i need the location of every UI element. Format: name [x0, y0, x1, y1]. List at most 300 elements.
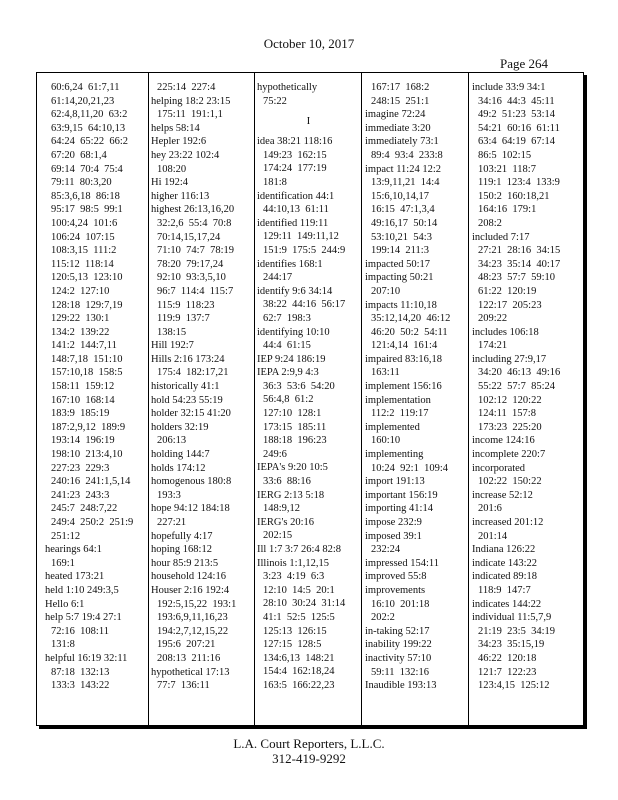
page-line-refs: 100:4,24 101:6 [51, 217, 118, 229]
index-term: implementation [365, 394, 431, 406]
page-line-refs: 53:10,21 54:3 [371, 231, 432, 243]
index-entry [365, 108, 468, 122]
index-term: increased 201:12 [472, 517, 544, 528]
page-line-refs: 225:14 227:4 [157, 82, 216, 93]
index-entry [365, 353, 468, 380]
index-entry [472, 570, 575, 597]
index-entry [151, 462, 254, 476]
index-term: incorporated [472, 462, 526, 474]
index-term: IEPA 2:9,9 4:3 [257, 367, 319, 379]
page-line-refs: 151:9 175:5 244:9 [263, 244, 346, 256]
page-line-refs: 134:2 139:22 [51, 326, 110, 338]
page-line-refs: 34:23 35:14 40:17 [478, 258, 561, 270]
index-entry [472, 462, 575, 489]
page-line-refs: 62:7 198:3 [263, 312, 311, 324]
page-line-refs: 154:4 162:18,24 [263, 666, 335, 678]
page-line-refs: 128:18 129:7,19 [51, 299, 123, 311]
index-term: hoping 168:12 [151, 544, 212, 556]
page-line-refs: 61:14,20,21,23 [51, 95, 115, 107]
page-line-refs: 35:12,14,20 46:12 [371, 313, 451, 325]
index-entry [151, 176, 254, 190]
index-entry [472, 611, 575, 693]
page-line-refs: 103:21 118:7 [478, 163, 536, 175]
index-entry [257, 135, 360, 189]
page-line-refs: 124:11 157:8 [478, 408, 536, 420]
page-line-refs: 63:4 64:19 67:14 [478, 136, 556, 148]
index-entry [151, 407, 254, 421]
index-term: higher 116:13 [151, 190, 210, 202]
page-line-refs: 21:19 23:5 34:19 [478, 625, 556, 637]
page-line-refs: 169:1 [51, 557, 75, 569]
index-term: holding 144:7 [151, 449, 210, 461]
index-entry [472, 81, 575, 231]
page-line-refs: 71:10 74:7 78:19 [157, 245, 235, 257]
index-letter-heading [257, 108, 360, 135]
index-term: in-taking 52:17 [365, 625, 430, 637]
page-line-refs: 141:2 144:7,11 [51, 340, 117, 352]
page-line-refs: 129:11 149:11,12 [263, 231, 339, 243]
index-column-2 [151, 81, 254, 693]
page-line-refs: 63:9,15 64:10,13 [51, 122, 126, 134]
index-term: individual 11:5,7,9 [472, 612, 552, 624]
page-line-refs: 227:21 [157, 517, 187, 528]
page-line-refs: 244:17 [263, 272, 293, 284]
hearing-date: October 10, 2017 [263, 36, 355, 51]
index-entry [365, 625, 468, 639]
index-entry [151, 380, 254, 394]
index-term: holder 32:15 41:20 [151, 408, 231, 420]
page-line-refs: 112:2 119:17 [371, 408, 429, 420]
index-term: immediately 73:1 [365, 136, 439, 148]
index-term: identified 119:11 [257, 217, 329, 229]
index-entry [365, 557, 468, 571]
index-term: impaired 83:16,18 [365, 353, 442, 365]
index-entry [151, 203, 254, 339]
page-line-refs: 160:10 [371, 435, 401, 447]
index-entry [472, 326, 575, 353]
page-line-refs: 36:3 53:6 54:20 [263, 380, 335, 392]
index-term: heated 173:21 [45, 571, 105, 583]
page-line-refs: 102:12 120:22 [478, 394, 542, 406]
index-entry [151, 122, 254, 136]
page-line-refs: 46:20 50:2 54:11 [371, 326, 448, 338]
index-term: improvements [365, 584, 426, 596]
index-term: included 7:17 [472, 231, 530, 243]
page-line-refs: 206:13 [157, 435, 187, 447]
index-term: Houser 2:16 192:4 [151, 584, 230, 596]
page-line-refs: 241:23 243:3 [51, 489, 110, 501]
index-column-3 [257, 81, 360, 693]
page-line-refs: 148:9,12 [263, 503, 301, 515]
index-term: imposed 39:1 [365, 530, 422, 542]
page-line-refs: 201:6 [478, 503, 502, 515]
page-line-refs: 16:10 201:18 [371, 598, 430, 610]
index-entry [472, 557, 575, 571]
page-line-refs: 89:4 93:4 233:8 [371, 149, 443, 161]
page-line-refs: 32:2,6 55:4 70:8 [157, 217, 232, 229]
column-divider [468, 73, 469, 725]
index-term: includes 106:18 [472, 326, 539, 338]
index-entry [365, 163, 468, 258]
index-entry [472, 516, 575, 543]
index-entry [151, 81, 254, 95]
index-term: Hello 6:1 [45, 598, 85, 610]
page-line-refs: 227:23 229:3 [51, 462, 110, 474]
index-entry [365, 394, 468, 421]
page-line-refs: 181:8 [263, 176, 287, 188]
index-term: highest 26:13,16,20 [151, 204, 235, 216]
page-line-refs: 108:20 [157, 163, 187, 175]
index-column-1 [45, 81, 148, 693]
page-line-refs: 56:4,8 61:2 [263, 394, 314, 406]
page-line-refs: 10:24 92:1 109:4 [371, 462, 449, 474]
index-term: indicate 143:22 [472, 557, 538, 569]
page-line-refs: 34:16 44:3 45:11 [478, 95, 555, 107]
page-line-refs: 115:9 118:23 [157, 299, 215, 311]
page-line-refs: 125:13 126:15 [263, 625, 327, 637]
index-term: implement 156:16 [365, 381, 442, 393]
index-term: IERG 2:13 5:18 [257, 489, 325, 501]
index-column-5 [472, 81, 575, 693]
index-term: importing 41:14 [365, 503, 433, 515]
page-line-refs: 92:10 93:3,5,10 [157, 272, 226, 284]
index-entry [365, 271, 468, 298]
page-line-refs: 193:14 196:19 [51, 435, 115, 447]
page-line-refs: 75:22 [263, 95, 287, 107]
index-term: identify 9:6 34:14 [257, 285, 333, 297]
page-line-refs: 138:15 [157, 326, 187, 338]
index-entry [365, 421, 468, 448]
page-line-refs: 3:23 4:19 6:3 [263, 571, 325, 583]
page-line-refs: 175:4 182:17,21 [157, 367, 229, 379]
page-line-refs: 119:9 137:7 [157, 313, 210, 325]
index-entry [151, 666, 254, 693]
page-line-refs: 163:5 166:22,23 [263, 679, 335, 691]
index-entry [365, 679, 468, 693]
index-entry [151, 475, 254, 502]
page-line-refs: 208:13 211:16 [157, 652, 221, 664]
index-term: indicated 89:18 [472, 571, 538, 583]
page-line-refs: 64:24 65:22 66:2 [51, 136, 129, 148]
page-line-refs: 79:11 80:3,20 [51, 177, 112, 189]
index-term: Ill 1:7 3:7 26:4 82:8 [257, 544, 341, 555]
word-index-frame [36, 72, 584, 726]
index-entry [151, 502, 254, 529]
page-line-refs: 86:5 102:15 [478, 149, 532, 161]
page-line-refs: 119:1 123:4 133:9 [478, 177, 560, 189]
page-line-refs: 175:11 191:1,1 [157, 109, 223, 121]
page-line-refs: 34:23 35:15,19 [478, 639, 545, 651]
index-term: historically 41:1 [151, 381, 220, 393]
page-line-refs: 60:6,24 61:7,11 [51, 82, 120, 93]
index-entry [257, 285, 360, 326]
page-line-refs: 195:6 207:21 [157, 639, 216, 651]
page-line-refs: 16:15 47:1,3,4 [371, 204, 435, 216]
page-line-refs: 240:16 241:1,5,14 [51, 476, 131, 488]
index-term: Hill 192:7 [151, 340, 194, 352]
page-line-refs: 173:23 225:20 [478, 421, 542, 433]
index-entry [257, 543, 360, 557]
index-term: inability 199:22 [365, 639, 432, 651]
index-term: incomplete 220:7 [472, 449, 546, 461]
page-line-refs: 193:6,9,11,16,23 [157, 612, 228, 624]
index-entry [472, 353, 575, 435]
index-entry [151, 95, 254, 122]
page-line-refs: 167:10 168:14 [51, 394, 115, 406]
index-entry [472, 489, 575, 516]
page-line-refs: 187:2,9,12 189:9 [51, 421, 126, 433]
index-term: Indiana 126:22 [472, 544, 536, 556]
index-term: help 5:7 19:4 27:1 [45, 612, 122, 624]
index-term: hey 23:22 102:4 [151, 149, 220, 161]
index-entry [257, 516, 360, 543]
index-entry [472, 448, 575, 462]
page-line-refs: 207:10 [371, 285, 401, 297]
page-line-refs: 41:1 52:5 125:5 [263, 611, 335, 623]
page-line-refs: 121:4,14 161:4 [371, 340, 438, 352]
page-line-refs: 249:6 [263, 448, 287, 460]
index-entry [365, 516, 468, 530]
index-term: IEPA's 9:20 10:5 [257, 462, 328, 474]
index-entry [45, 652, 148, 693]
index-term: idea 38:21 118:16 [257, 136, 333, 148]
index-term: immediate 3:20 [365, 122, 431, 134]
index-term: Hepler 192:6 [151, 136, 207, 148]
page-line-refs: 245:7 248:7,22 [51, 503, 118, 515]
page-line-refs: 44:4 61:15 [263, 340, 311, 352]
index-term: imagine 72:24 [365, 109, 426, 121]
index-term: held 1:10 249:3,5 [45, 584, 119, 596]
index-entry [365, 122, 468, 136]
page-line-refs: 148:7,18 151:10 [51, 353, 123, 365]
index-entry [257, 461, 360, 488]
index-term: homogenous 180:8 [151, 476, 232, 488]
index-term: holders 32:19 [151, 421, 209, 433]
page-line-refs: 208:2 [478, 217, 502, 229]
page-line-refs: 38:22 44:16 56:17 [263, 299, 346, 311]
page-line-refs: 131:8 [51, 639, 75, 651]
page-line-refs: 124:2 127:10 [51, 285, 110, 297]
index-term: impressed 154:11 [365, 557, 439, 569]
index-term: IERG's 20:16 [257, 516, 315, 528]
index-term: include 33:9 34:1 [472, 82, 546, 93]
page-line-refs: 69:14 70:4 75:4 [51, 163, 123, 175]
page-line-refs: 62:4,8,11,20 63:2 [51, 109, 128, 121]
index-term: inactivity 57:10 [365, 652, 432, 664]
page-line-refs: 192:5,15,22 193:1 [157, 598, 237, 610]
index-term: I [306, 115, 311, 128]
page-line-refs: 134:6,13 148:21 [263, 652, 335, 664]
index-entry [151, 448, 254, 462]
index-term: impacted 50:17 [365, 258, 431, 270]
footer [0, 736, 618, 766]
page-line-refs: 72:16 108:11 [51, 625, 109, 637]
page-line-refs: 149:23 162:15 [263, 149, 327, 161]
page-line-refs: 33:6 88:16 [263, 476, 311, 488]
index-entry [365, 475, 468, 489]
index-term: holds 174:12 [151, 462, 206, 474]
page-line-refs: 127:10 128:1 [263, 408, 322, 420]
index-entry [151, 135, 254, 149]
index-entry [45, 570, 148, 584]
index-entry [365, 652, 468, 679]
index-term: identifying 10:10 [257, 326, 330, 338]
page-line-refs: 106:24 107:15 [51, 231, 115, 243]
page-line-refs: 121:7 122:23 [478, 666, 537, 678]
index-entry [257, 81, 360, 108]
page-number: Page 264 [500, 56, 549, 71]
index-term: helpful 16:19 32:11 [45, 652, 128, 664]
court-reporter-phone: 312-419-9292 [272, 751, 346, 766]
index-term: important 156:19 [365, 489, 438, 501]
page-line-refs: 34:20 46:13 49:16 [478, 367, 561, 379]
page-line-refs: 174:24 177:19 [263, 163, 327, 175]
index-entry [257, 557, 360, 693]
page-line-refs: 59:11 132:16 [371, 666, 429, 678]
index-entry [257, 190, 360, 217]
index-entry [365, 584, 468, 625]
index-entry [365, 258, 468, 272]
page-line-refs: 95:17 98:5 99:1 [51, 204, 123, 216]
index-entry [365, 489, 468, 503]
index-entry [365, 448, 468, 475]
index-term: helping 18:2 23:15 [151, 95, 231, 107]
index-entry [257, 366, 360, 461]
page-line-refs: 77:7 136:11 [157, 680, 210, 692]
page-line-refs: 12:10 14:5 20:1 [263, 584, 335, 596]
index-entry [257, 489, 360, 516]
court-reporter-name: L.A. Court Reporters, L.L.C. [233, 736, 385, 751]
page-line-refs: 249:4 250:2 251:9 [51, 517, 134, 528]
page-line-refs: 164:16 179:1 [478, 204, 537, 216]
page-line-refs: 127:15 128:5 [263, 639, 322, 651]
page-line-refs: 87:18 132:13 [51, 666, 110, 678]
index-entry [151, 530, 254, 544]
index-term: including 27:9,17 [472, 353, 547, 365]
index-entry [365, 380, 468, 394]
page-line-refs: 108:3,15 111:2 [51, 245, 117, 257]
index-entry [45, 598, 148, 612]
page-line-refs: 188:18 196:23 [263, 435, 327, 447]
page-line-refs: 13:9,11,21 14:4 [371, 177, 440, 189]
page-line-refs: 46:22 120:18 [478, 652, 537, 664]
index-entry [472, 543, 575, 557]
index-entry [45, 611, 148, 652]
page-line-refs: 194:2,7,12,15,22 [157, 625, 229, 637]
page-line-refs: 85:3,6,18 86:18 [51, 190, 120, 202]
page-line-refs: 122:17 205:23 [478, 299, 542, 311]
index-entry [365, 502, 468, 516]
page-line-refs: 15:6,10,14,17 [371, 190, 430, 202]
index-term: Illinois 1:1,12,15 [257, 557, 330, 569]
index-entry [365, 299, 468, 353]
index-entry [45, 81, 148, 543]
page-line-refs: 158:11 159:12 [51, 381, 115, 393]
page-line-refs: 129:22 130:1 [51, 313, 110, 325]
index-term: impose 232:9 [365, 517, 422, 528]
index-entry [257, 353, 360, 367]
page-line-refs: 173:15 185:11 [263, 421, 327, 433]
index-entry [472, 231, 575, 326]
page-line-refs: 163:11 [371, 367, 400, 379]
page-line-refs: 48:23 57:7 59:10 [478, 272, 556, 284]
index-entry [365, 530, 468, 557]
page-line-refs: 133:3 143:22 [51, 680, 110, 692]
index-entry [151, 421, 254, 448]
page-line-refs: 193:3 [157, 489, 181, 501]
page-line-refs: 70:14,15,17,24 [157, 231, 221, 243]
index-entry [472, 598, 575, 612]
page-line-refs: 201:14 [478, 530, 508, 542]
index-term: hearings 64:1 [45, 544, 102, 556]
index-entry [365, 638, 468, 652]
index-entry [151, 353, 254, 380]
page-line-refs: 209:22 [478, 313, 508, 325]
page-line-refs: 150:2 160:18,21 [478, 190, 550, 202]
index-term: Hills 2:16 173:24 [151, 353, 225, 365]
index-entry [257, 258, 360, 285]
index-entry [151, 149, 254, 176]
index-term: indicates 144:22 [472, 598, 542, 610]
page-line-refs: 115:12 118:14 [51, 258, 114, 270]
index-term: hypothetical 17:13 [151, 666, 230, 678]
index-term: Inaudible 193:13 [365, 680, 437, 692]
index-term: identification 44:1 [257, 190, 335, 202]
index-term: household 124:16 [151, 571, 226, 583]
page-line-refs: 28:10 30:24 31:14 [263, 598, 346, 610]
page-line-refs: 61:22 120:19 [478, 285, 537, 297]
index-term: hope 94:12 184:18 [151, 503, 230, 515]
page-line-refs: 44:10,13 61:11 [263, 204, 329, 216]
index-entry [257, 326, 360, 353]
column-divider [361, 73, 362, 725]
index-entry [151, 584, 254, 666]
index-term: hopefully 4:17 [151, 530, 213, 542]
index-entry [151, 339, 254, 353]
index-term: impacting 50:21 [365, 272, 434, 284]
index-entry [151, 557, 254, 571]
column-divider [148, 73, 149, 725]
page-line-refs: 54:21 60:16 61:11 [478, 122, 560, 134]
page-line-refs: 202:2 [371, 612, 395, 624]
index-entry [365, 81, 468, 108]
index-term: implemented [365, 421, 420, 433]
index-entry [472, 434, 575, 448]
index-term: implementing [365, 449, 424, 461]
page-line-refs: 67:20 68:1,4 [51, 149, 107, 161]
page-line-refs: 118:9 147:7 [478, 584, 531, 596]
page-line-refs: 232:24 [371, 544, 401, 556]
page-line-refs: 49:16,17 50:14 [371, 217, 438, 229]
index-term: IEP 9:24 186:19 [257, 353, 326, 365]
index-term: impacts 11:10,18 [365, 299, 437, 311]
index-entry [365, 570, 468, 584]
index-term: income 124:16 [472, 435, 535, 447]
index-entry [45, 543, 148, 570]
page-line-refs: 78:20 79:17,24 [157, 258, 224, 270]
page-line-refs: 96:7 114:4 115:7 [157, 285, 234, 297]
index-entry [257, 217, 360, 258]
index-term: helps 58:14 [151, 122, 200, 134]
page-line-refs: 183:9 185:19 [51, 408, 110, 420]
index-entry [151, 570, 254, 584]
index-entry [151, 394, 254, 408]
index-entry [151, 190, 254, 204]
index-entry [365, 135, 468, 162]
page-line-refs: 199:14 211:3 [371, 245, 429, 257]
index-term: Hi 192:4 [151, 177, 189, 189]
page-line-refs: 248:15 251:1 [371, 95, 430, 107]
